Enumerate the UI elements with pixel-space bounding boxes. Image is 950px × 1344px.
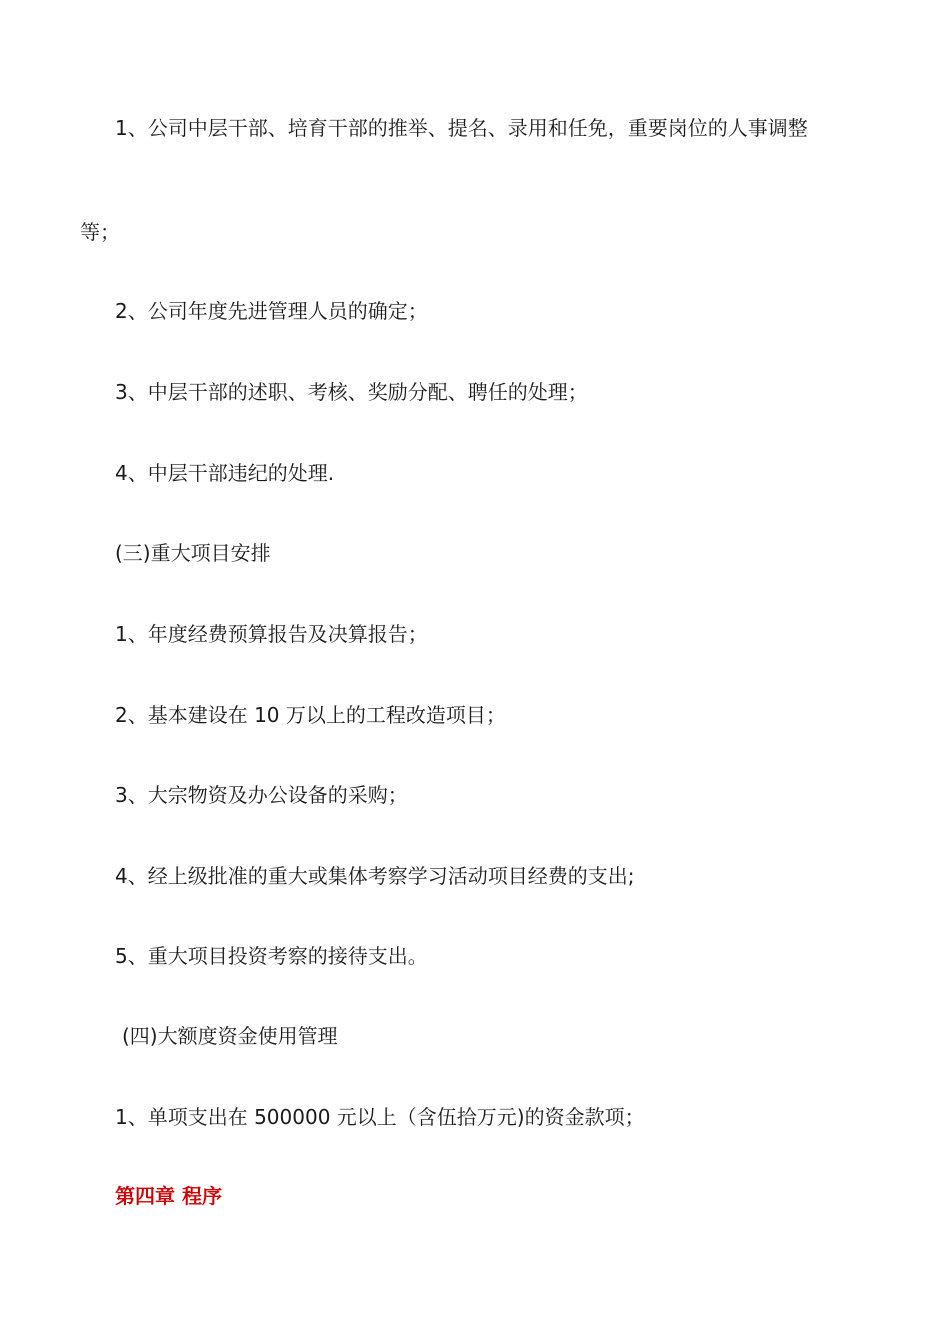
paragraph-line: 4、中层干部违纪的处理. [115, 461, 335, 485]
paragraph-line: 2、基本建设在 10 万以上的工程改造项目； [115, 703, 506, 727]
paragraph-line: 1、年度经费预算报告及决算报告； [115, 622, 428, 646]
section-heading: (三)重大项目安排 [115, 541, 271, 565]
paragraph-line: 等； [80, 220, 120, 244]
paragraph-line: 5、重大项目投资考察的接待支出。 [115, 944, 428, 968]
section-heading: (四)大额度资金使用管理 [122, 1024, 338, 1048]
chapter-heading: 第四章 程序 [115, 1184, 222, 1208]
paragraph-line: 3、大宗物资及办公设备的采购； [115, 783, 408, 807]
paragraph-line: 2、公司年度先进管理人员的确定； [115, 299, 428, 323]
paragraph-line: 4、经上级批准的重大或集体考察学习活动项目经费的支出; [115, 864, 635, 888]
paragraph-line: 1、公司中层干部、培育干部的推举、提名、录用和任免，重要岗位的人事调整 [115, 116, 808, 140]
paragraph-line: 3、中层干部的述职、考核、奖励分配、聘任的处理； [115, 380, 588, 404]
paragraph-line: 1、单项支出在 500000 元以上（含伍拾万元)的资金款项； [115, 1105, 645, 1129]
